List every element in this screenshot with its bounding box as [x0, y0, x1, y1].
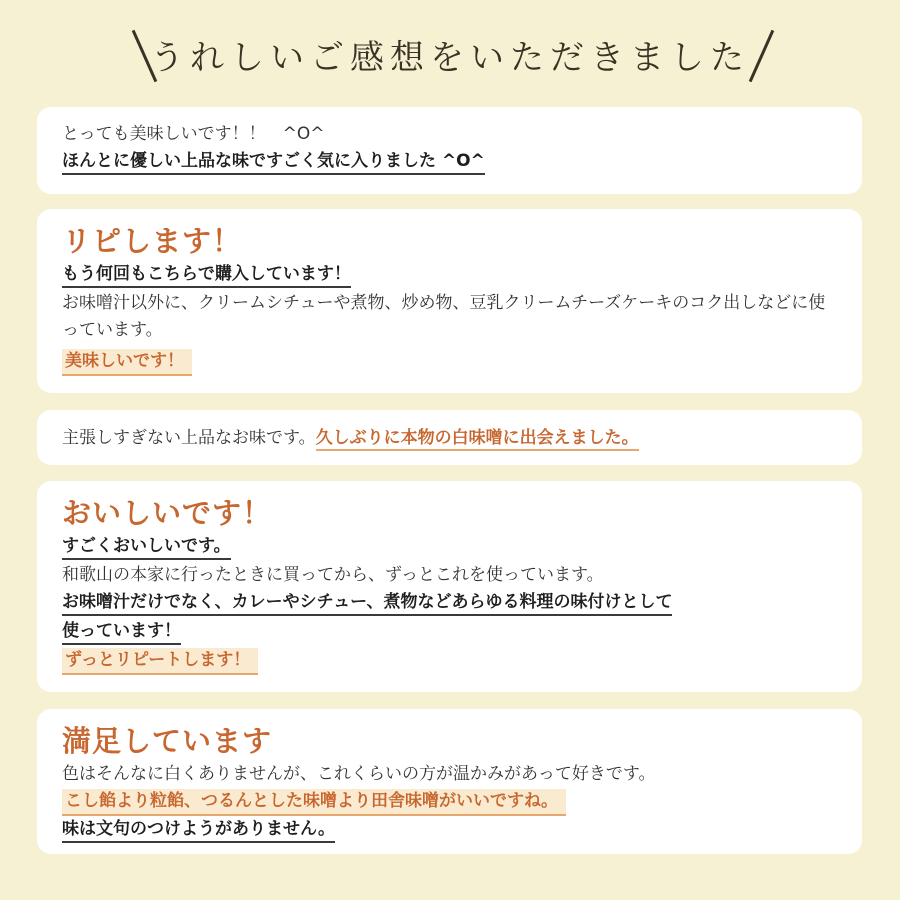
review-emphasis: 味は文句のつけようがありません。 [62, 817, 335, 843]
review-text: 和歌山の本家に行ったときに買ってから、ずっとこれを使っています。 [62, 565, 604, 585]
review-text: 主張しすぎない上品なお味です。 [62, 428, 316, 448]
review-card [37, 481, 862, 692]
review-highlight: ずっとリピートします！ [62, 648, 258, 675]
review-highlight: 美味しいです！ [62, 349, 192, 376]
review-card [37, 709, 862, 854]
review-highlight: こし餡より粒餡、つるんとした味噌より田舎味噌がいいですね。 [62, 789, 566, 816]
review-emphasis: すごくおいしいです。 [62, 534, 231, 560]
review-card [37, 410, 862, 465]
page-title: うれしいご感想をいただきました [150, 38, 750, 78]
review-emphasis: お味噌汁だけでなく、カレーやシチュー、煮物などあらゆる料理の味付けとして [62, 590, 672, 616]
header [0, 18, 900, 88]
review-heading: リピします！ [62, 224, 243, 258]
review-heading: 満足しています [62, 724, 273, 758]
review-card [37, 107, 862, 194]
review-text: お味噌汁以外に、クリームシチューや煮物、炒め物、豆乳クリームチーズケーキのコク出しなどに使っています。 [62, 293, 826, 340]
review-heading: おいしいです！ [62, 496, 273, 530]
review-text: 色はそんなに白くありませんが、これくらいの方が温かみがあって好きです。 [62, 764, 656, 784]
review-card [37, 209, 862, 393]
review-text: とっても美味しいです！！ ^O^ [62, 124, 325, 144]
review-highlight: 久しぶりに本物の白味噌に出会えました。 [316, 428, 639, 451]
review-emphasis: ほんとに優しい上品な味ですごく気に入りました ^O^ [62, 149, 485, 175]
review-emphasis: 使っています！ [62, 619, 181, 645]
review-emphasis: もう何回もこちらで購入しています！ [62, 262, 351, 288]
